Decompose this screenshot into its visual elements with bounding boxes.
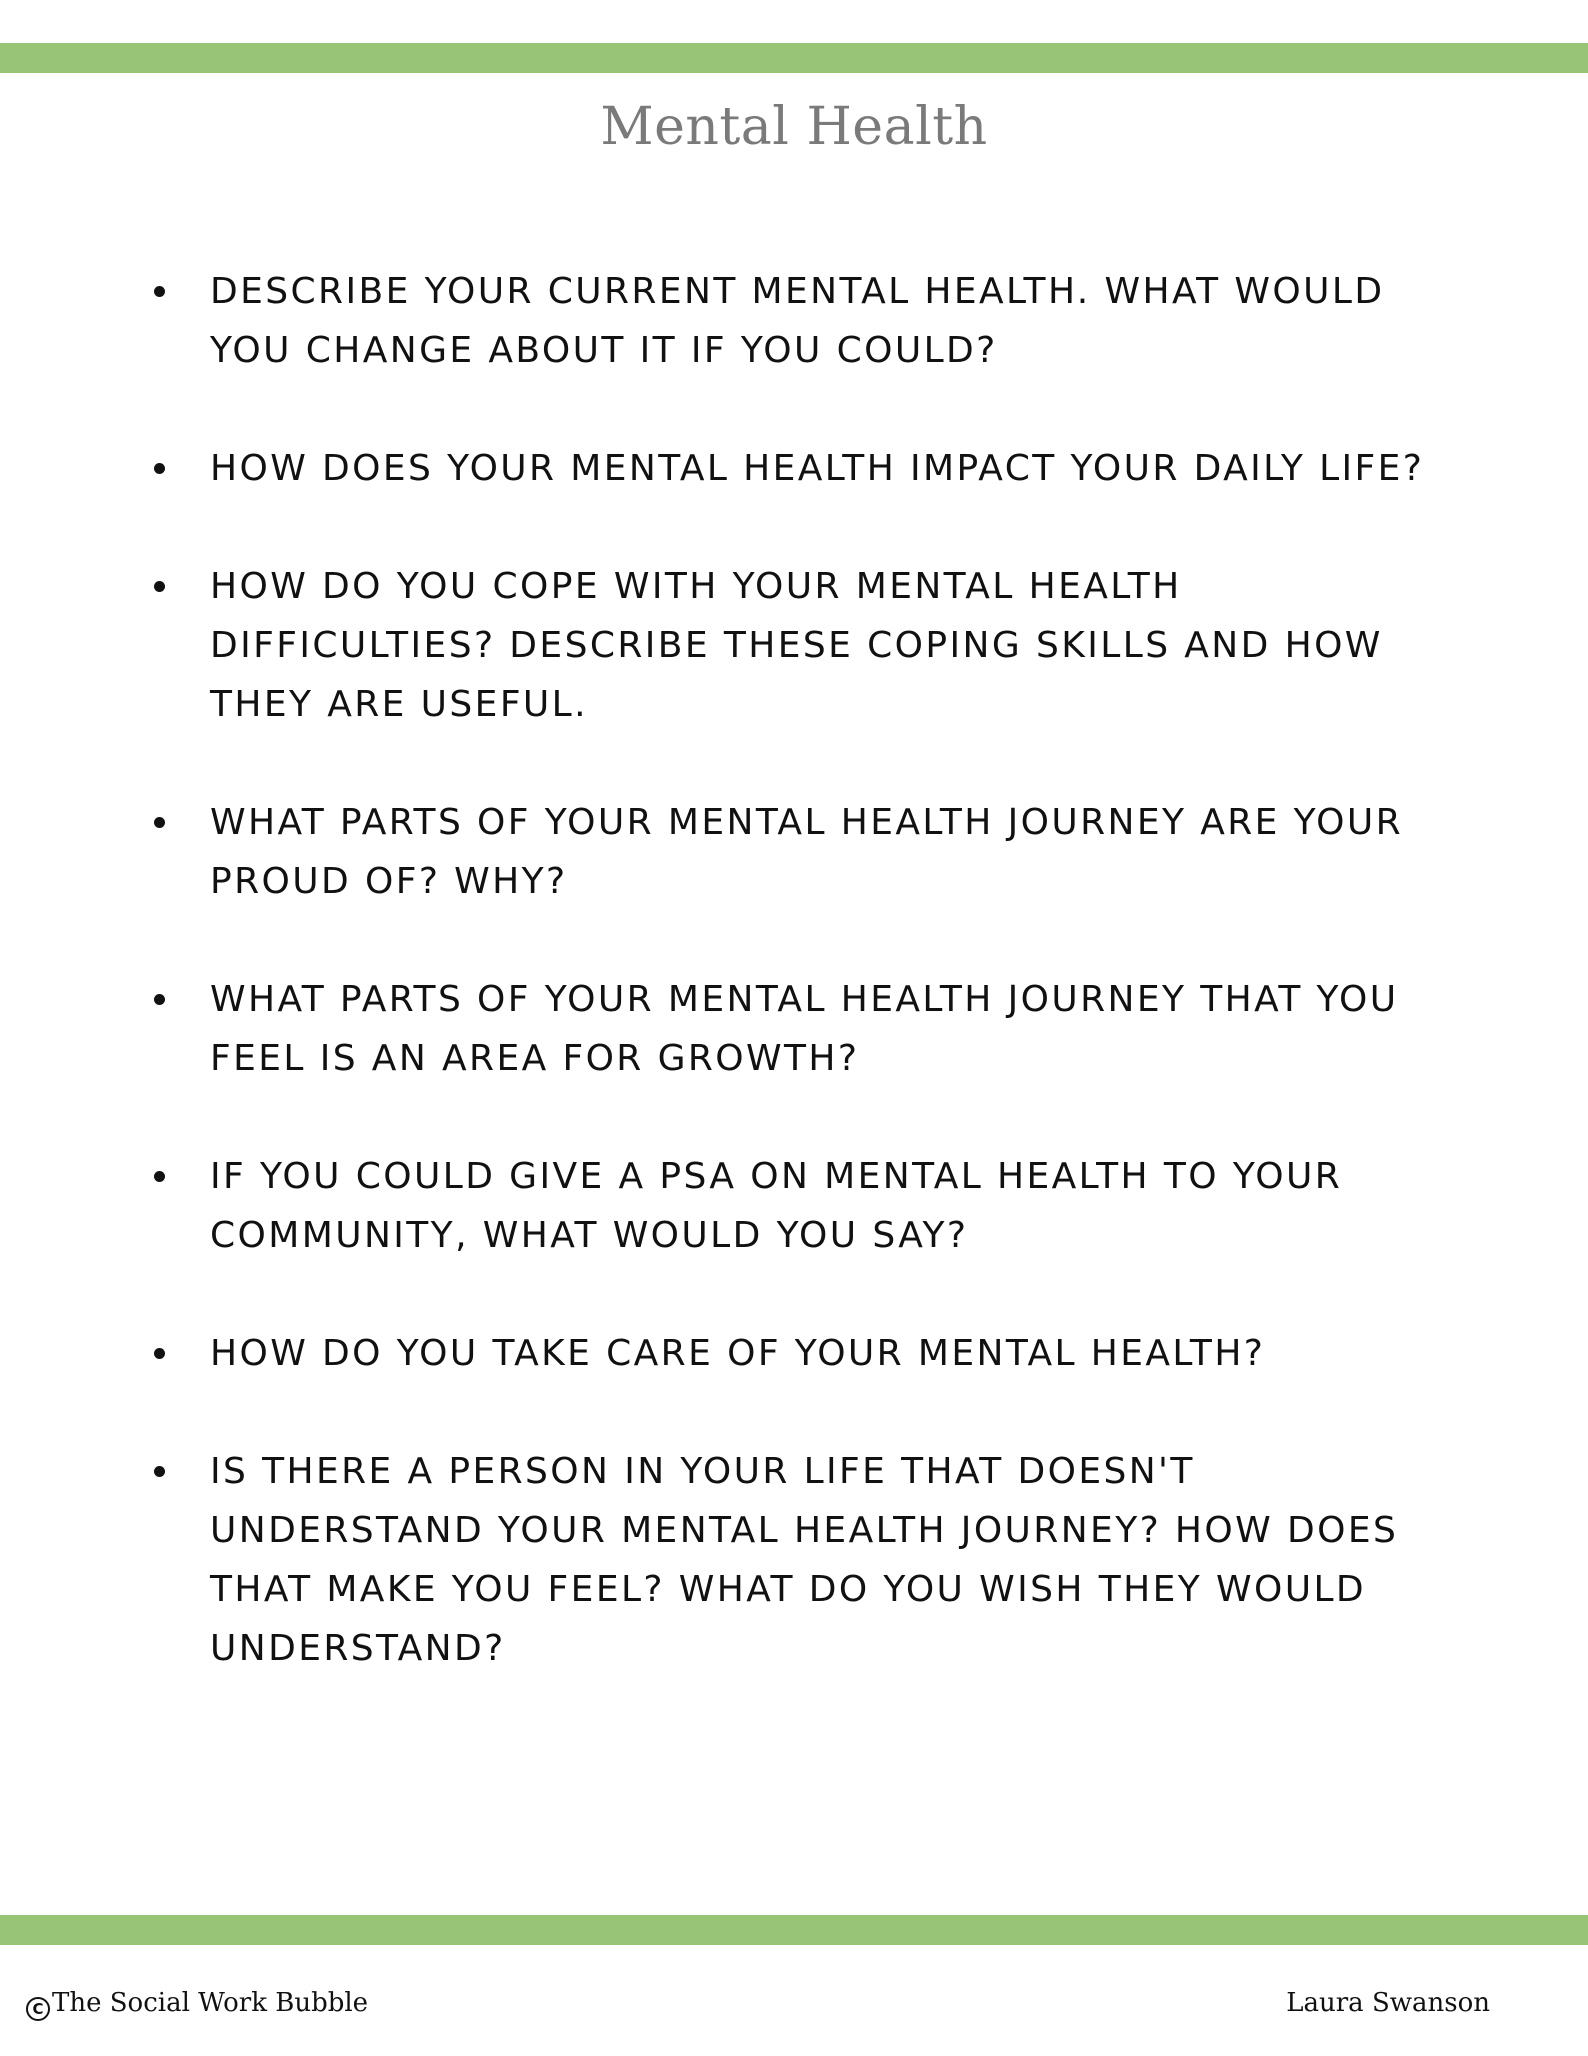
bottom-accent-bar — [0, 1915, 1588, 1945]
prompt-text: HOW DO YOU COPE WITH YOUR MENTAL HEALTH DIFFICULTIES? DESCRIBE THESE COPING SKILLS AND HOW THEY ARE USEFUL. — [210, 566, 1383, 725]
list-item — [140, 439, 1460, 498]
page-title: Mental Health — [600, 97, 988, 157]
footer-author: Laura Swanson — [1286, 1988, 1490, 2018]
footer-brand — [26, 1985, 368, 2021]
bullet-icon — [154, 581, 165, 592]
prompt-text: HOW DOES YOUR MENTAL HEALTH IMPACT YOUR DAILY LIFE? — [210, 448, 1425, 489]
list-item — [140, 970, 1460, 1088]
bullet-icon — [154, 1466, 165, 1477]
bullet-icon — [154, 463, 165, 474]
prompt-text: IF YOU COULD GIVE A PSA ON MENTAL HEALTH TO YOUR COMMUNITY, WHAT WOULD YOU SAY? — [210, 1156, 1343, 1256]
prompt-text: WHAT PARTS OF YOUR MENTAL HEALTH JOURNEY ARE YOUR PROUD OF? WHY? — [210, 802, 1403, 902]
prompt-text: IS THERE A PERSON IN YOUR LIFE THAT DOESN'T UNDERSTAND YOUR MENTAL HEALTH JOURNEY? HOW DOES THAT MAKE YOU FEEL? WHAT DO YOU WISH THEY WOULD UNDERSTAND? — [210, 1451, 1399, 1669]
bullet-icon — [154, 817, 165, 828]
bullet-icon — [154, 286, 165, 297]
list-item — [140, 1442, 1460, 1678]
bullet-icon — [154, 1348, 165, 1359]
prompt-text: HOW DO YOU TAKE CARE OF YOUR MENTAL HEALTH? — [210, 1333, 1266, 1374]
prompt-text: WHAT PARTS OF YOUR MENTAL HEALTH JOURNEY THAT YOU FEEL IS AN AREA FOR GROWTH? — [210, 979, 1399, 1079]
list-item — [140, 262, 1460, 380]
prompt-list — [140, 262, 1460, 1737]
top-accent-bar — [0, 43, 1588, 73]
list-item — [140, 557, 1460, 734]
copyright-icon: C — [26, 1997, 50, 2021]
footer-brand-text: The Social Work Bubble — [52, 1988, 369, 2018]
prompt-text: DESCRIBE YOUR CURRENT MENTAL HEALTH. WHAT WOULD YOU CHANGE ABOUT IT IF YOU COULD? — [210, 271, 1385, 371]
list-item — [140, 1324, 1460, 1383]
list-item — [140, 1147, 1460, 1265]
bullet-icon — [154, 1171, 165, 1182]
bullet-icon — [154, 994, 165, 1005]
list-item — [140, 793, 1460, 911]
